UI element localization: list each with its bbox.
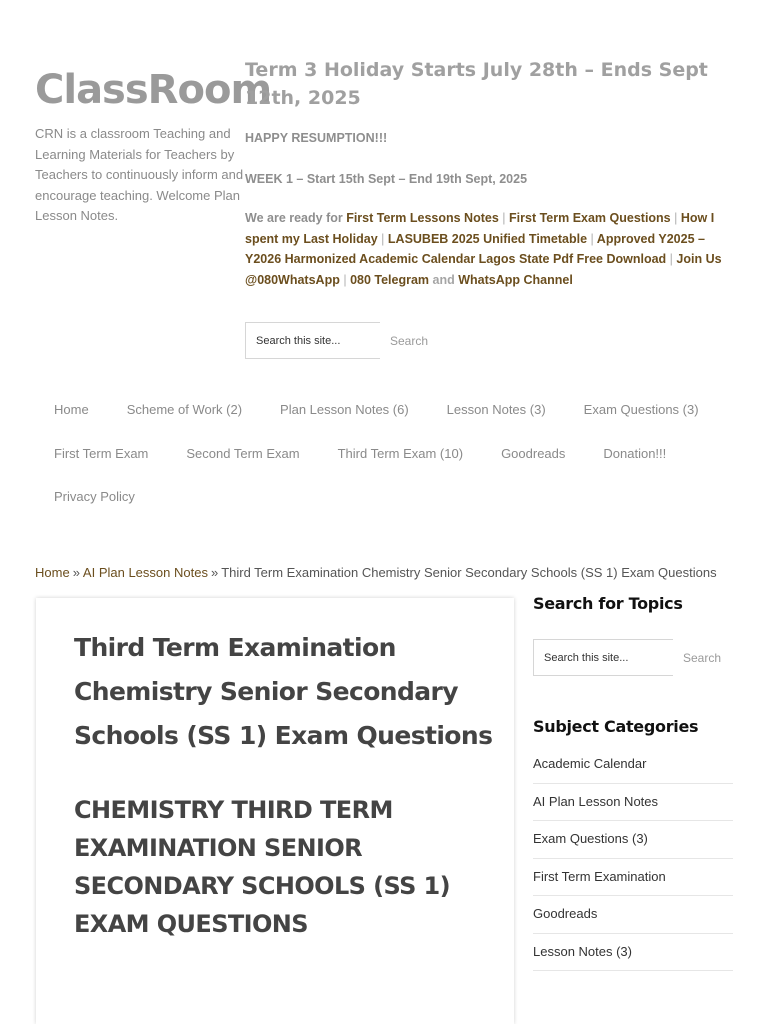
category-item-lesson-notes[interactable]: Lesson Notes (3) [533,934,733,972]
link-separator: | [381,231,385,246]
link-separator: | [674,211,678,225]
category-item-academic-calendar[interactable]: Academic Calendar [533,746,733,784]
link-separator: | [343,272,347,287]
link-separator: | [669,252,673,266]
sidebar [533,590,733,959]
link-separator: | [590,231,594,246]
category-item-goodreads[interactable]: Goodreads [533,896,733,934]
link-telegram[interactable]: 080 Telegram [350,272,430,287]
sidebar-search-form [533,639,731,676]
breadcrumb-separator: » [210,565,219,580]
nav-item-scheme-of-work[interactable]: Scheme of Work (2) [126,402,243,417]
main-navigation [35,388,735,519]
nav-item-third-term-exam[interactable]: Third Term Exam (10) [337,445,464,461]
link-join-whatsapp[interactable]: Join Us @080WhatsApp [245,252,722,287]
category-item-exam-questions[interactable]: Exam Questions (3) [533,821,733,859]
link-first-term-exam-questions[interactable]: First Term Exam Questions [509,211,671,225]
resumption-text: HAPPY RESUMPTION!!! [245,131,388,145]
nav-item-privacy-policy[interactable]: Privacy Policy [54,489,135,504]
breadcrumb-current: Third Term Examination Chemistry Senior Secondary Schools (SS 1) Exam Questions [221,565,717,580]
header-search-input[interactable] [245,322,380,359]
breadcrumb-home[interactable]: Home [35,565,70,580]
article-title: Third Term Examination Chemistry Senior Secondary Schools (SS 1) Exam Questions [74,633,493,750]
nav-item-home[interactable]: Home [54,402,89,417]
ready-prefix: We are ready for [245,211,347,225]
nav-item-lesson-notes[interactable]: Lesson Notes (3) [446,402,546,417]
header-search-form [245,322,438,359]
nav-item-goodreads[interactable]: Goodreads [501,445,566,461]
week-text: WEEK 1 – Start 15th Sept – End 19th Sept, 2025 [245,171,528,186]
link-lasubeb-timetable[interactable]: LASUBEB 2025 Unified Timetable [387,231,588,246]
article-heading: CHEMISTRY THIRD TERM EXAMINATION SENIOR SECONDARY SCHOOLS (SS 1) EXAM QUESTIONS [74,796,450,938]
breadcrumb-separator: » [72,565,80,580]
link-last-holiday[interactable]: How I spent my Last Holiday [245,211,715,246]
announcement-block [245,56,735,290]
breadcrumb-category[interactable]: AI Plan Lesson Notes [82,565,208,580]
site-title[interactable]: ClassRoom [35,67,272,113]
category-item-first-term-examination[interactable]: First Term Examination [533,859,733,897]
nav-item-first-term-exam[interactable]: First Term Exam [54,445,149,461]
nav-item-donation[interactable]: Donation!!! [603,445,667,461]
category-list [533,746,733,971]
announcement-title: Term 3 Holiday Starts July 28th – Ends Sept 12th, 2025 [245,59,708,109]
sidebar-search-input[interactable] [533,639,673,676]
link-whatsapp-channel[interactable]: WhatsApp Channel [458,272,573,287]
nav-item-exam-questions[interactable]: Exam Questions (3) [583,402,699,417]
breadcrumb [35,565,717,580]
nav-item-plan-lesson-notes[interactable]: Plan Lesson Notes (6) [280,402,409,417]
announcement-links [245,208,735,290]
search-widget-title: Search for Topics [533,594,683,613]
sidebar-search-button[interactable]: Search [673,651,731,665]
category-item-ai-plan-lesson-notes[interactable]: AI Plan Lesson Notes [533,784,733,822]
site-description: CRN is a classroom Teaching and Learning Materials for Teachers by Teachers to continuously inform and encourage teaching. Welcome Plan Lesson Notes. [35,126,244,223]
link-first-term-lesson-notes[interactable]: First Term Lessons Notes [346,211,499,225]
header-search-button[interactable]: Search [380,334,438,348]
link-separator: | [502,211,506,225]
link-academic-calendar[interactable]: Approved Y2025 – Y2026 Harmonized Academic Calendar Lagos State Pdf Free Download [245,231,705,266]
nav-item-second-term-exam[interactable]: Second Term Exam [186,445,300,461]
article-card [36,598,514,1024]
and-text: and [432,272,455,287]
categories-widget-title: Subject Categories [533,717,699,736]
